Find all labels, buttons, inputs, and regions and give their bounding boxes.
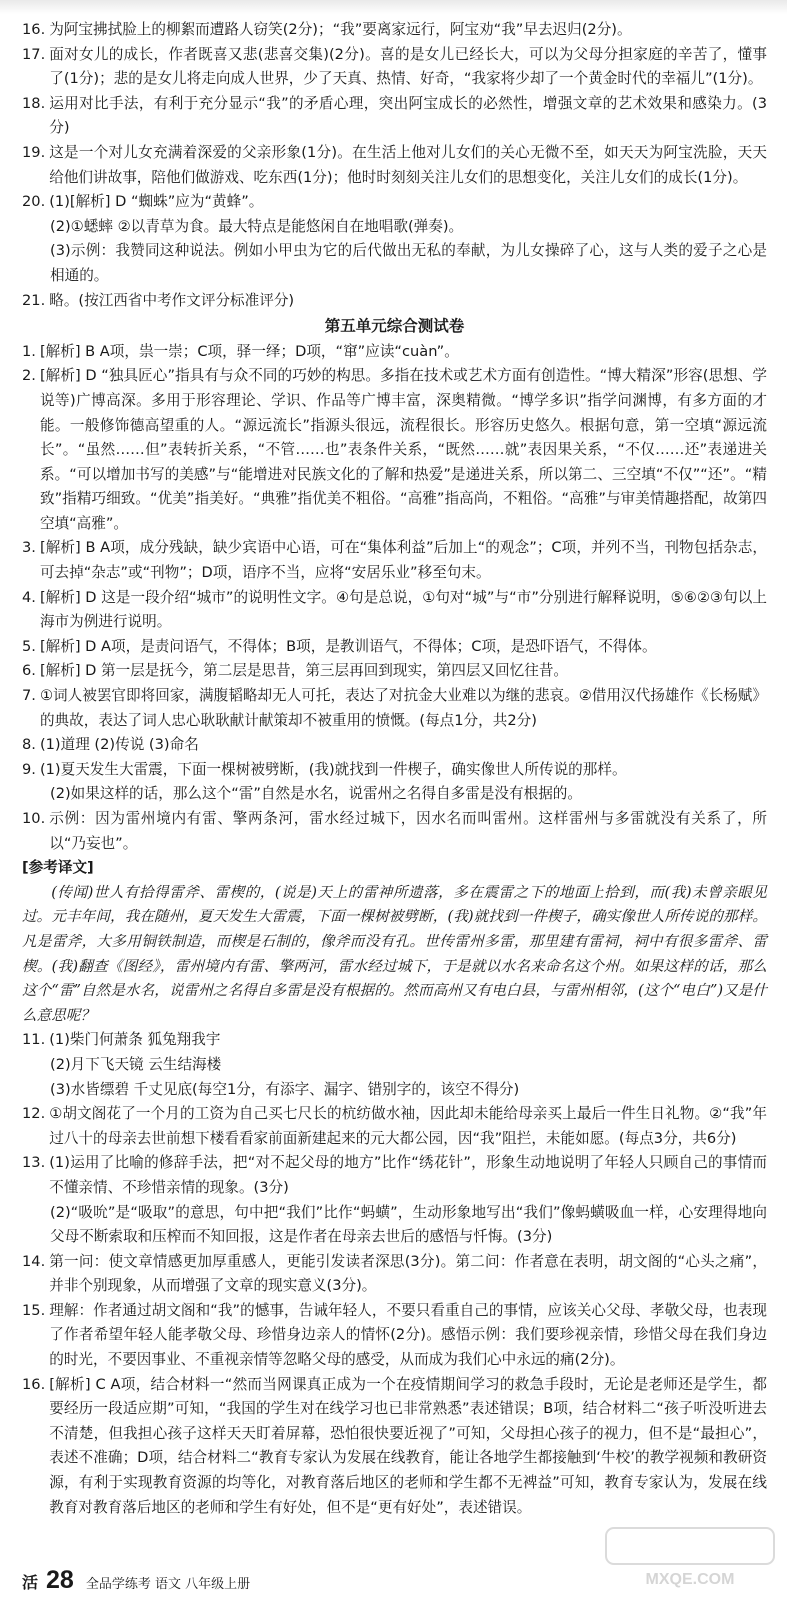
answer-number: 17. — [22, 45, 46, 63]
answer-item — [22, 684, 767, 733]
answer-text: 第一问：使文章情感更加厚重感人，更能引发读者深思(3分)。第二问：作者意在表明，胡文阁的“心头之痛”，并非个别现象，从而增强了文章的现实意义(3分)。 — [49, 1252, 767, 1295]
answer-text: 略。(按江西省中考作文评分标准评分) — [49, 291, 295, 309]
answer-text: (1)道理 (2)传说 (3)命名 — [39, 736, 199, 754]
answer-number: 7. — [22, 687, 36, 705]
answer-text: [解析] D 第一层是抚今，第二层是思昔，第三层再回到现实，第四层又回忆往昔。 — [39, 662, 569, 680]
answer-number: 16. — [22, 1375, 46, 1393]
answer-number: 6. — [22, 662, 36, 680]
answer-text: 这是一个对儿女充满着深爱的父亲形象(1分)。在生活上他对儿女们的关心无微不至，如天天为阿宝洗脸，天天给他们讲故事，陪他们做游戏、吃东西(1分)；他时时刻刻关注儿女们的思想变化，关注儿女们的成长(1分)。 — [49, 143, 767, 186]
answer-item — [22, 289, 767, 314]
answer-item — [22, 141, 767, 190]
answer-number: 14. — [22, 1252, 46, 1270]
answer-item — [22, 1299, 767, 1373]
answer-number: 1. — [22, 342, 36, 360]
answer-item — [22, 340, 767, 365]
answer-item — [22, 659, 767, 684]
answer-item — [22, 1102, 767, 1151]
answer-number: 8. — [22, 736, 36, 754]
footer-prefix: 活 — [22, 1573, 39, 1592]
answer-item — [22, 1028, 767, 1053]
answer-subitem: (3)水皆缥碧 千丈见底(每空1分，有添字、漏字、错别字的，该空不得分) — [50, 1080, 520, 1098]
unit5-answers-continued — [22, 1028, 767, 1520]
answer-number: 5. — [22, 637, 36, 655]
answer-number: 12. — [22, 1105, 46, 1123]
answer-number: 10. — [22, 810, 46, 827]
reference-translation: (传闻)世人有拾得雷斧、雷楔的，(说是)天上的雷神所遗落，多在震雷之下的地面上拾到，而(我)未曾亲眼见过。元丰年间，我在随州，夏天发生大雷震，下面一棵树被劈断，(我)就找到一件楔子，确实像世人所传说的那样。凡是雷斧，大多用铜铁制造，而楔是石制的，像斧而没有孔。世传雷州多雷，那里建有雷祠，祠中有很多雷斧、雷楔。(我)翻查《图经》，雷州境内有雷、擎两河，雷水经过城下，于是就以水名来命名这个州。如果这样的话，那么这个“雷”自然是水名，说雷州之名得自多雷是没有根据的。然而高州又有电白县，与雷州相邻，(这个“电白”)又是什么意思呢？ — [22, 883, 767, 1024]
answer-text: (1)[解析] D “蜘蛛”应为“黄蜂”。 — [49, 193, 264, 211]
answer-text: 面对女儿的成长，作者既喜又悲(悲喜交集)(2分)。喜的是女儿已经长大，可以为父母分担家庭的辛苦了，懂事了(1分)；悲的是女儿将走向成人世界，少了天真、热情、好奇，“我家将少却了一个黄金时代的幸福儿”(1分)。 — [49, 45, 767, 88]
answer-number: 4. — [22, 588, 36, 606]
answer-subitem: (3)示例：我赞同这种说法。例如小甲虫为它的后代做出无私的奉献，为儿女操碎了心，这与人类的爱子之心是相通的。 — [50, 242, 767, 284]
unit4-answers — [22, 18, 767, 313]
answer-item — [22, 586, 767, 635]
answer-text: (1)运用了比喻的修辞手法，把“对不起父母的地方”比作“绣花针”，形象生动地说明了年轻人只顾自己的事情而不懂亲情、不珍惜亲情的现象。(3分) — [49, 1154, 767, 1196]
answer-subitem: (2)“吸吮”是“吸取”的意思，句中把“我们”比作“蚂蟥”，生动形象地写出“我们”像蚂蟥吸血一样，心安理得地向父母不断索取和压榨而不知回报，这是作者在母亲去世后的感悟与忏悔。(3分) — [50, 1203, 767, 1246]
answer-number: 3. — [22, 539, 36, 557]
answer-text: 运用对比手法，有利于充分显示“我”的矛盾心理，突出阿宝成长的必然性，增强文章的艺术效果和感染力。(3分) — [49, 94, 767, 137]
answer-text: [解析] D 这是一段介绍“城市”的说明性文字。④句是总说，①句对“城”与“市”分别进行解释说明，⑤⑥②③句以上海市为例进行说明。 — [39, 588, 767, 631]
answer-number: 18. — [22, 94, 46, 112]
answer-item — [22, 733, 767, 758]
answer-number: 15. — [22, 1301, 46, 1319]
answer-text: ①胡文阁花了一个月的工资为自己买七尺长的杭纺做水袖，因此却未能给母亲买上最后一件生日礼物。②“我”年过八十的母亲去世前想下楼看看家前面新建起来的元大都公园，因“我”阻拦，未能如愿。(每点3分，共6分) — [49, 1105, 767, 1147]
answer-text: [解析] D A项，是责问语气，不得体；B项，是教训语气，不得体；C项，是恐吓语气，不得体。 — [39, 637, 657, 655]
answer-text: [解析] D “独具匠心”指具有与众不同的巧妙的构思。多指在技术或艺术方面有创造性。“博大精深”形容(思想、学说等)广博高深。多用于形容理论、学识、作品等广博丰富，深奥精微。“博学多识”指学问渊博，有多方面的才能。一般修饰德高望重的人。“源远流长”指源头很远，流程很长。形容历史悠久。根据句意，第一空填“源远流长”。“虽然……但”表转折关系，“不管……也”表条件关系，“既然……就”表因果关系，“不仅……还”表递进关系。“可以增加书写的美感”与“能增进对民族文化的了解和热爱”是递进关系，所以第二、三空填“不仅”“还”。“精致”指精巧细致。“优美”指美好。“典雅”指优美不粗俗。“高雅”指高尚，不粗俗。“高雅”与审美情趣搭配，故第四空填“高雅”。 — [39, 367, 767, 532]
answer-number: 11. — [22, 1031, 46, 1049]
answer-item — [22, 18, 767, 43]
answer-text: (1)夏天发生大雷震，下面一棵树被劈断，(我)就找到一件楔子，确实像世人所传说的那样。 — [39, 760, 627, 778]
answer-item — [22, 1373, 767, 1521]
answer-text: ①词人被罢官即将回家，满腹韬略却无人可托，表达了对抗金大业难以为继的悲哀。②借用汉代扬雄作《长杨赋》的典故，表达了词人忠心耿耿献计献策却不被重用的愤慨。(每点1分，共2分) — [39, 687, 767, 729]
answer-text: [解析] B A项，祟一崇；C项，驿一绎；D项，“窜”应读“cuàn”。 — [39, 342, 459, 360]
answer-item — [22, 92, 767, 141]
watermark-logo — [600, 1522, 780, 1592]
page-number: 28 — [46, 1566, 74, 1594]
answer-item — [22, 43, 767, 92]
answer-text: 为阿宝拂拭脸上的柳絮而遭路人窃笑(2分)；“我”要离家远行，阿宝劝“我”早去迟归(2分)。 — [49, 21, 632, 38]
answer-number: 9. — [22, 760, 36, 778]
answer-item — [22, 1250, 767, 1299]
answer-item — [22, 190, 767, 215]
answer-number: 21. — [22, 291, 46, 309]
page-footer — [22, 1566, 250, 1594]
answer-content — [22, 18, 767, 1520]
answer-number: 20. — [22, 193, 46, 211]
answer-text: [解析] C A项，结合材料一“然而当网课真正成为一个在疫情期间学习的救急手段时，无论是老师还是学生，都要经历一段适应期”可知，“我国的学生对在线学习也已非常熟悉”表述错误；B项，结合材料二“孩子听没听进去不清楚，但我担心孩子这样天天盯着屏幕，恐怕很快要近视了”可知，父母担心孩子的视力，但不是“最担心”，表述不准确；D项，结合材料二“教育专家认为发展在线教育，能让各地学生都接触到‘牛校’的教学视频和教研资源，有利于实现教育资源的均等化，对教育落后地区的老师和学生都不无裨益”可知，教育专家认为，发展在线教育对教育落后地区的老师和学生有好处，但不是“更有好处”，表述错误。 — [49, 1375, 767, 1516]
watermark-text: MXQE.COM — [645, 1571, 735, 1588]
answer-item — [22, 364, 767, 536]
answer-item — [22, 1151, 767, 1200]
section-title: 第五单元综合测试卷 — [324, 317, 465, 336]
top-scan-strip — [0, 0, 787, 14]
answer-text: (1)柴门何萧条 狐兔翔我宇 — [49, 1031, 221, 1049]
answer-number: 19. — [22, 143, 46, 161]
answer-number: 13. — [22, 1154, 46, 1172]
unit5-answers — [22, 340, 767, 856]
answer-item — [22, 536, 767, 585]
answer-subitem: (2)月下飞天镜 云生结海楼 — [50, 1055, 222, 1073]
answer-subitem: (2)如果这样的话，那么这个“雷”自然是水名，说雷州之名得自多雷是没有根据的。 — [50, 785, 582, 803]
answer-text: 示例：因为雷州境内有雷、擎两条河，雷水经过城下，因水名而叫雷州。这样雷州与多雷就没有关系了，所以“乃妄也”。 — [49, 810, 767, 852]
book-label: 全品学练考 语文 八年级上册 — [85, 1577, 251, 1592]
answer-number: 2. — [22, 367, 36, 385]
answer-item — [22, 635, 767, 660]
answer-item — [22, 807, 767, 856]
answer-text: [解析] B A项，成分残缺，缺少宾语中心语，可在“集体利益”后加上“的观念”；C项，并列不当，刊物包括杂志，可去掉“杂志”或“刊物”；D项，语序不当，应将“安居乐业”移至句末。 — [39, 539, 767, 582]
answer-text: 理解：作者通过胡文阁和“我”的憾事，告诫年轻人，不要只看重自己的事情，应该关心父母、孝敬父母，也表现了作者希望年轻人能孝敬父母、珍惜身边亲人的情怀(2分)。感悟示例：我们要珍视亲情，珍惜父母在我们身边的时光，不要因事业、不重视亲情等忽略父母的感受，从而成为我们心中永远的痛(2分)。 — [49, 1301, 767, 1369]
reference-translation-heading: [参考译文] — [22, 859, 94, 877]
answer-item — [22, 758, 767, 783]
answer-subitem: (2)①蟋蟀 ②以青草为食。最大特点是能悠闲自在地唱歌(弹奏)。 — [50, 217, 464, 235]
answer-number: 16. — [22, 21, 46, 38]
